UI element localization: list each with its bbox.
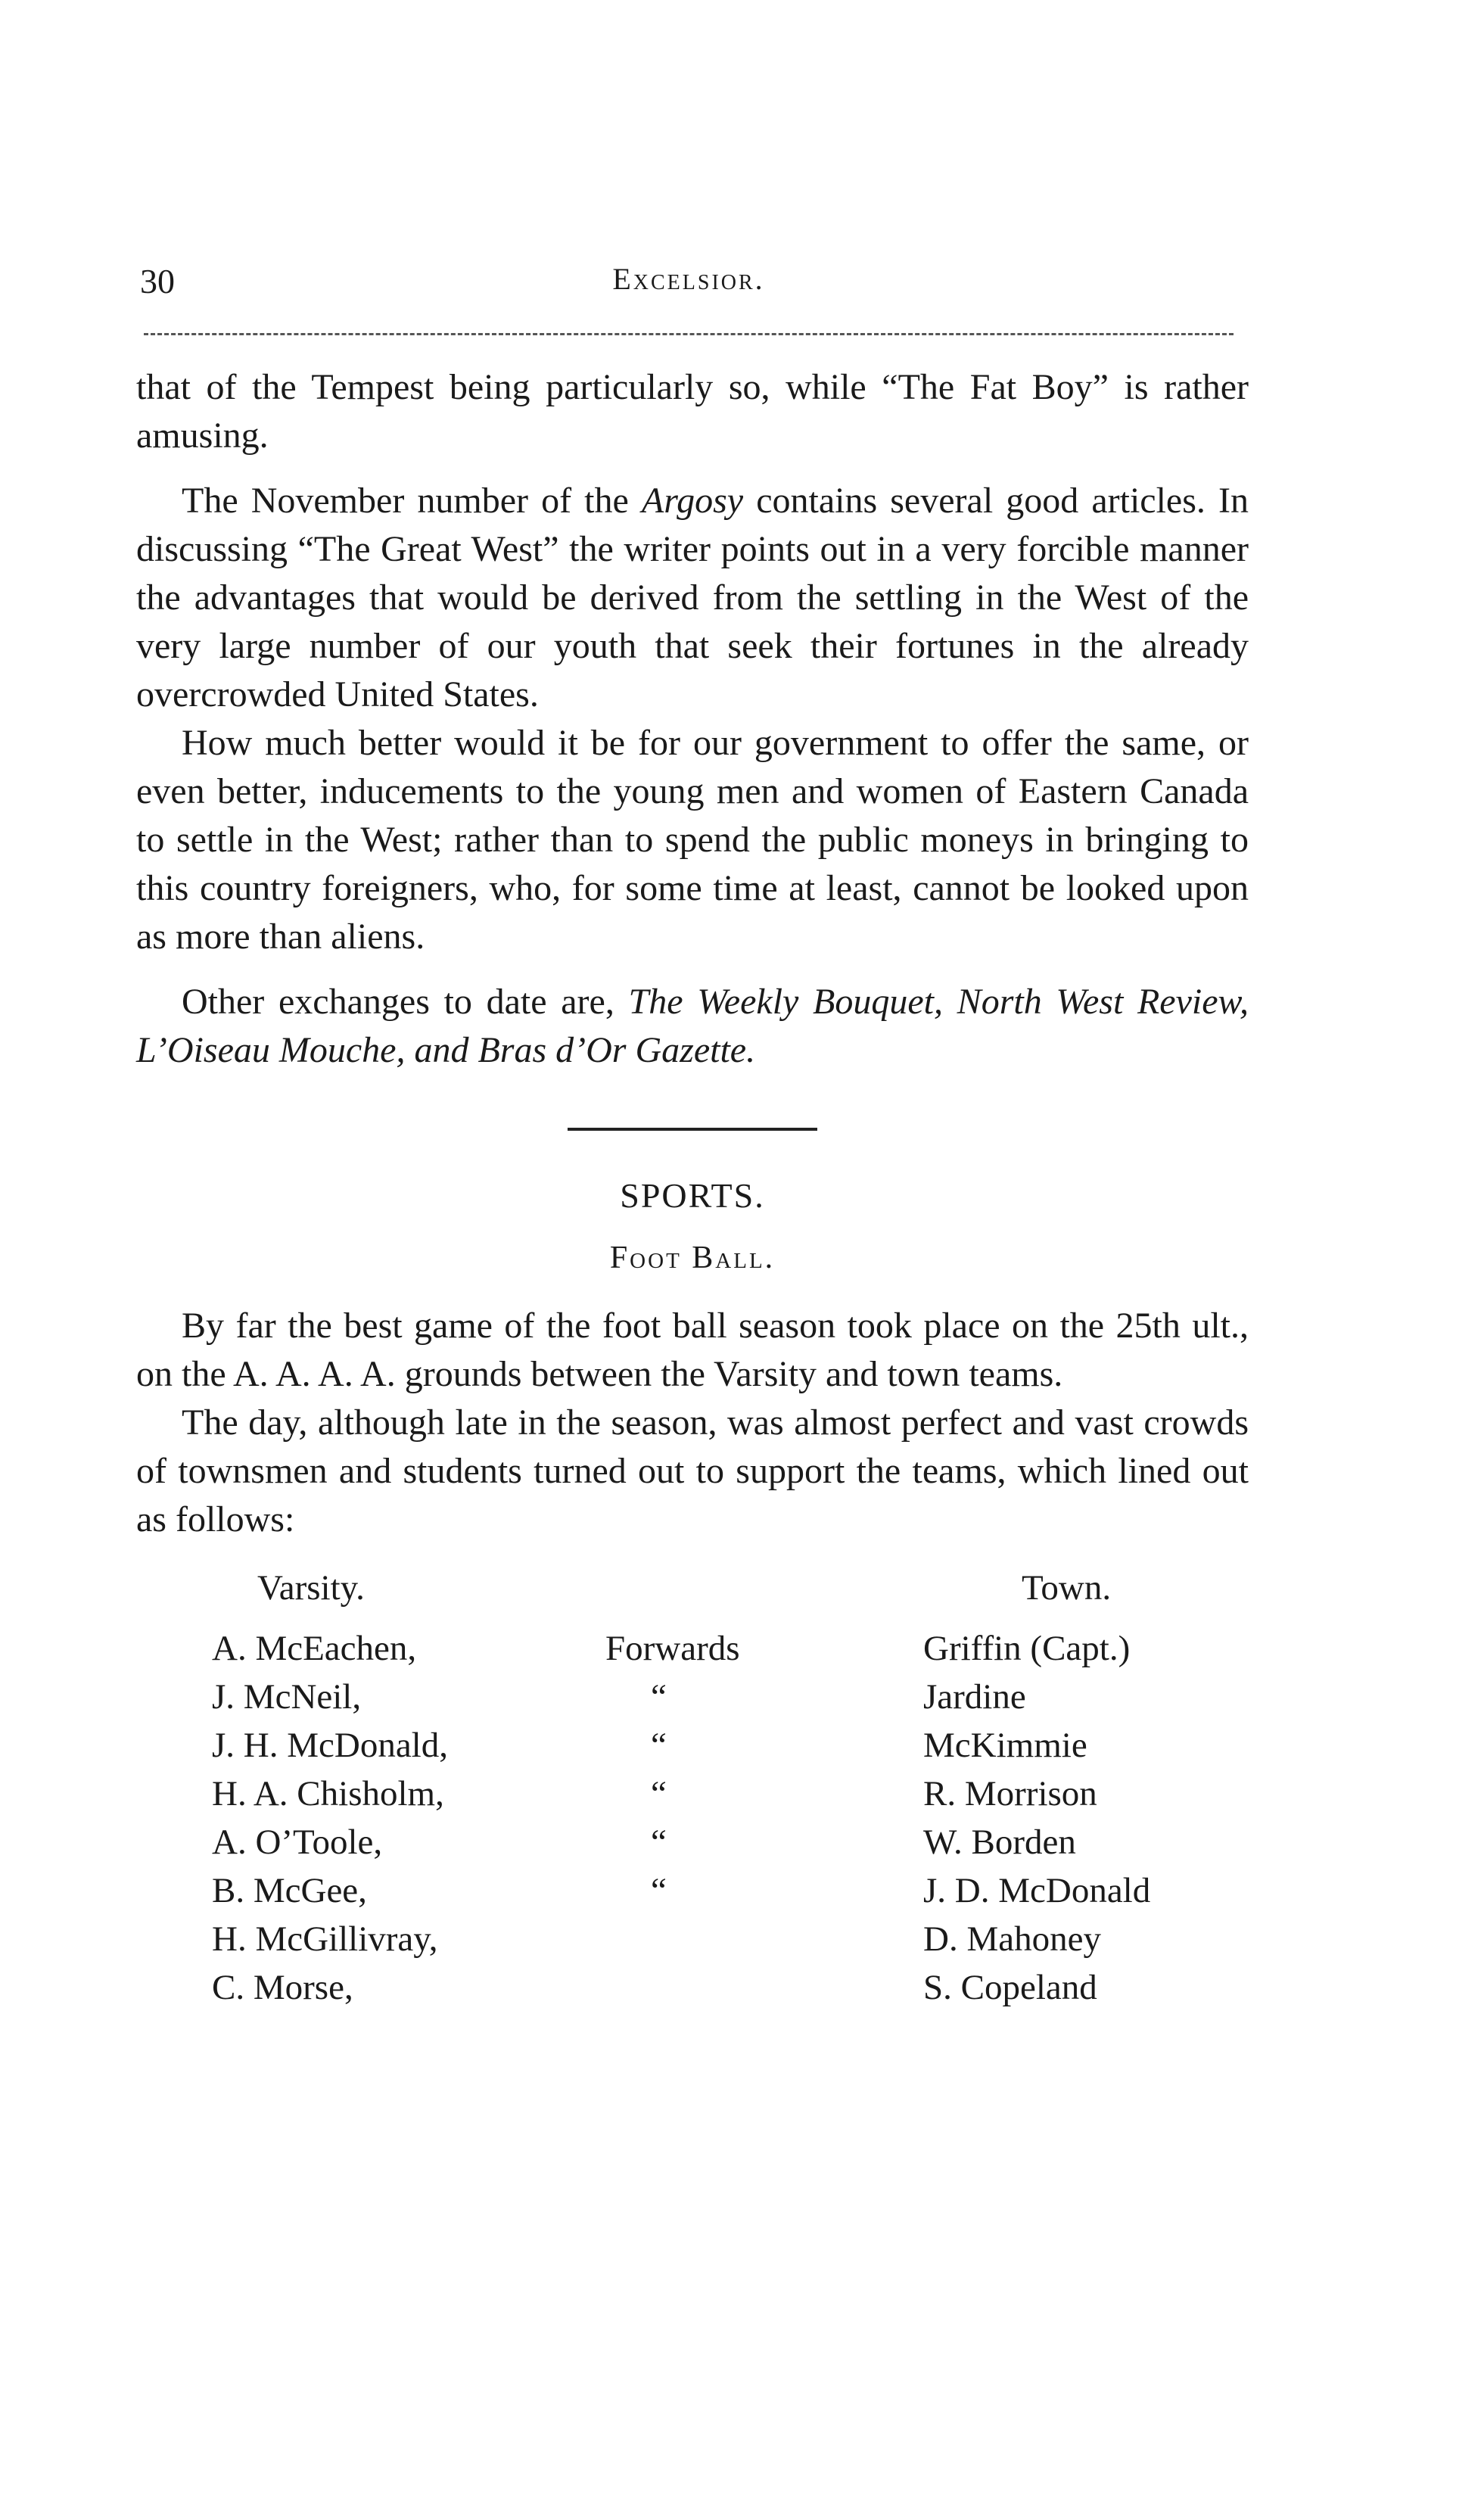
varsity-player: A. O’Toole, [212,1823,383,1862]
paragraph-exchanges [136,978,1249,1075]
roster-row [136,1624,1249,1673]
player-position: Forwards [605,1629,740,1668]
roster-header [136,1564,1249,1624]
varsity-player: H. McGillivray, [212,1919,438,1959]
roster-row [136,1721,1249,1770]
page-body [136,363,1249,2012]
roster-row [136,1915,1249,1963]
running-title: Excelsior. [612,262,765,296]
player-position: “ [651,1726,667,1765]
roster-row [136,1963,1249,2012]
exchanges-titles: The Weekly Bouquet, North West Review, L’Oiseau Mouche, and Bras d’Or Gazette. [136,982,1249,1070]
varsity-player: B. McGee, [212,1871,367,1910]
paragraph-argosy [136,477,1249,719]
argosy-title: Argosy [641,481,744,521]
paragraph-best-game: By far the best game of the foot ball season took place on the 25th ult., on the A. A. A. A. grounds between the Varsity and town teams. [136,1306,1249,1394]
football-subheading: Foot Ball. [609,1240,776,1275]
town-header: Town. [1022,1568,1112,1608]
varsity-player: C. Morse, [212,1968,353,2007]
roster-rows [136,1624,1249,2012]
town-player: S. Copeland [923,1968,1097,2007]
paragraph-tempest: that of the Tempest being particularly so, while “The Fat Boy” is rather amusing. [136,367,1249,456]
varsity-player: J. H. McDonald, [212,1726,448,1765]
roster-row [136,1866,1249,1915]
varsity-header: Varsity. [257,1568,365,1608]
team-roster [136,1564,1249,2012]
page-number: 30 [140,262,175,300]
town-player: McKimmie [923,1726,1087,1765]
roster-row [136,1673,1249,1721]
page-header [132,261,1245,314]
paragraph-the-day: The day, although late in the season, was almost perfect and vast crowds of townsmen and students turned out to support the teams, which lined out as follows: [136,1402,1249,1539]
town-player: Griffin (Capt.) [923,1629,1131,1668]
town-player: Jardine [923,1677,1026,1717]
sports-heading: SPORTS. [620,1176,765,1215]
town-player: R. Morrison [923,1774,1097,1813]
town-player: J. D. McDonald [923,1871,1151,1910]
roster-row [136,1818,1249,1866]
varsity-player: J. McNeil, [212,1677,362,1717]
player-position: “ [651,1774,667,1813]
town-player: D. Mahoney [923,1919,1101,1959]
town-player: W. Borden [923,1823,1076,1862]
roster-row [136,1770,1249,1818]
section-divider [568,1128,817,1131]
header-rule [144,333,1234,335]
varsity-player: H. A. Chisholm, [212,1774,444,1813]
paragraph-government: How much better would it be for our government to offer the same, or even better, inducements to the young men and women of Eastern Canada to settle in the West; rather than to spend the public moneys in bringing to this country foreigners, who, for some time at least, cannot be looked upon as more than aliens. [136,723,1249,957]
argosy-text-b: contains several good articles. In discussing “The Great West” the writer points out in a very forcible manner the advantages that would be derived from the settling in the West of the very large number of our youth that seek their fortunes in the already overcrowded United States. [136,481,1249,714]
player-position: “ [651,1677,667,1717]
exchanges-text: Other exchanges to date are, [182,982,629,1022]
player-position: “ [651,1823,667,1862]
argosy-text-a: The November number of the [182,481,642,521]
varsity-player: A. McEachen, [212,1629,417,1668]
player-position: “ [651,1871,667,1910]
